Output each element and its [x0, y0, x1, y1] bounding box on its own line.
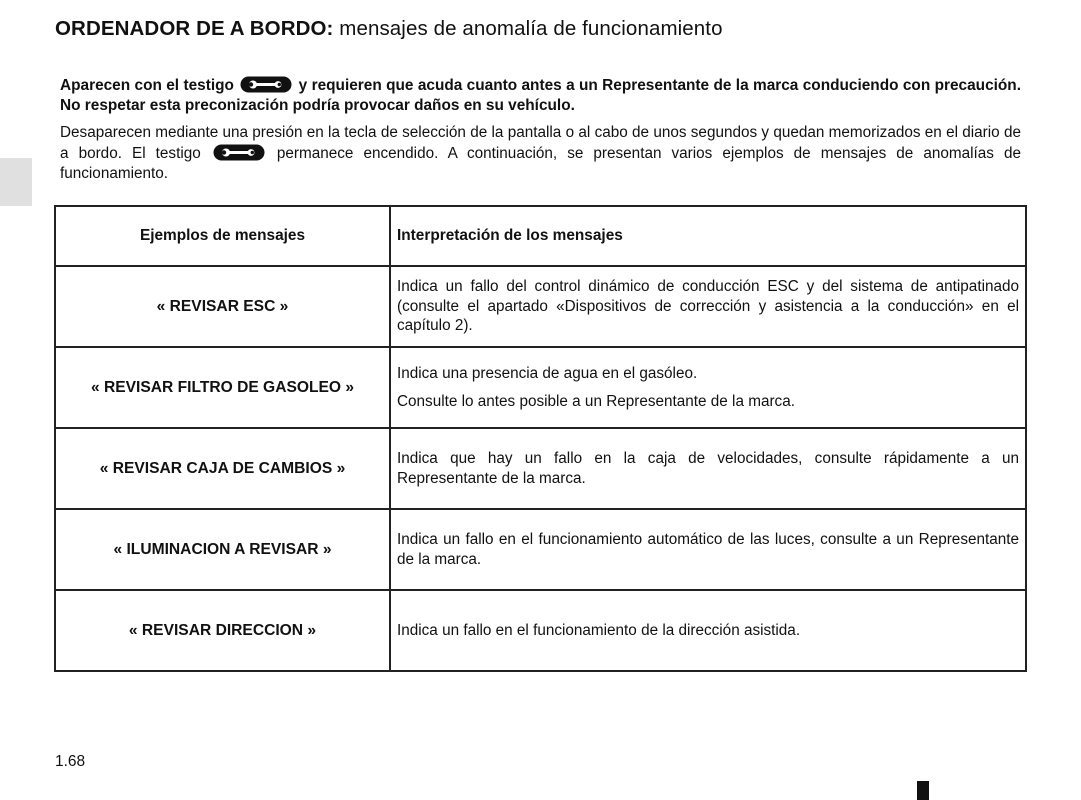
interpretation-text: Indica un fallo del control dinámico de conducción ESC y del sistema de antipatinado (consulte el apartado «Dispositivos de corrección y asistencia a la conducción» en el capítulo 2).: [397, 278, 1019, 335]
interpretation-cell: [390, 347, 1026, 428]
table-row: [55, 509, 1026, 590]
section-tab-marker: [0, 158, 32, 206]
interpretation-cell: [390, 590, 1026, 671]
header-interpretation: Interpretación de los mensajes: [390, 206, 1026, 266]
interpretation-text: Indica un fallo en el funcionamiento de la dirección asistida.: [397, 621, 801, 639]
page-title: [55, 17, 723, 41]
wrench-warning-icon: [213, 144, 265, 161]
interpretation-text: Indica que hay un fallo en la caja de velocidades, consulte rápidamente a un Representante de la marca.: [397, 450, 1019, 487]
intro-warning-paragraph: [60, 76, 1021, 116]
header-examples: Ejemplos de mensajes: [55, 206, 390, 266]
intro-bold-after-icon: y requieren que acuda cuanto antes a un Representante de la marca conduciendo con precaución. No respetar esta preconización podría provocar daños en su vehículo.: [60, 77, 1021, 114]
intro-info-paragraph: [60, 123, 1021, 185]
message-cell: « REVISAR DIRECCION »: [55, 590, 390, 671]
interpretation-cell: [390, 266, 1026, 347]
messages-table: [54, 205, 1027, 672]
table-row: [55, 266, 1026, 347]
intro-normal-before-icon: Desaparecen mediante una presión en la tecla de selección de la pantalla o al cabo de unos segundos y quedan memorizados en el diario de a bordo. El testigo: [60, 124, 1021, 162]
message-cell: « REVISAR FILTRO DE GASOLEO »: [55, 347, 390, 428]
message-cell: « REVISAR CAJA DE CAMBIOS »: [55, 428, 390, 509]
message-cell: « REVISAR ESC »: [55, 266, 390, 347]
table-header-row: [55, 206, 1026, 266]
interpretation-cell: [390, 509, 1026, 590]
interpretation-text: Indica un fallo en el funcionamiento automático de las luces, consulte a un Representante de la marca.: [397, 531, 1019, 568]
page-title-rest: mensajes de anomalía de funcionamiento: [333, 17, 723, 40]
print-corner-mark: [917, 781, 929, 800]
message-cell: « ILUMINACION A REVISAR »: [55, 509, 390, 590]
table-row: [55, 428, 1026, 509]
table-row: [55, 347, 1026, 428]
wrench-warning-icon: [240, 76, 292, 93]
page-title-strong: ORDENADOR DE A BORDO:: [55, 17, 334, 40]
table-row: [55, 590, 1026, 671]
intro-bold-before-icon: Aparecen con el testigo: [60, 77, 234, 94]
intro-normal-after-icon: permanece encendido. A continuación, se presentan varios ejemplos de mensajes de anomalías de funcionamiento.: [60, 144, 1022, 182]
interpretation-text: Consulte lo antes posible a un Representante de la marca.: [397, 392, 795, 410]
page-number: 1.68: [55, 753, 86, 770]
interpretation-cell: [390, 428, 1026, 509]
interpretation-text: Indica una presencia de agua en el gasóleo.: [397, 365, 698, 382]
